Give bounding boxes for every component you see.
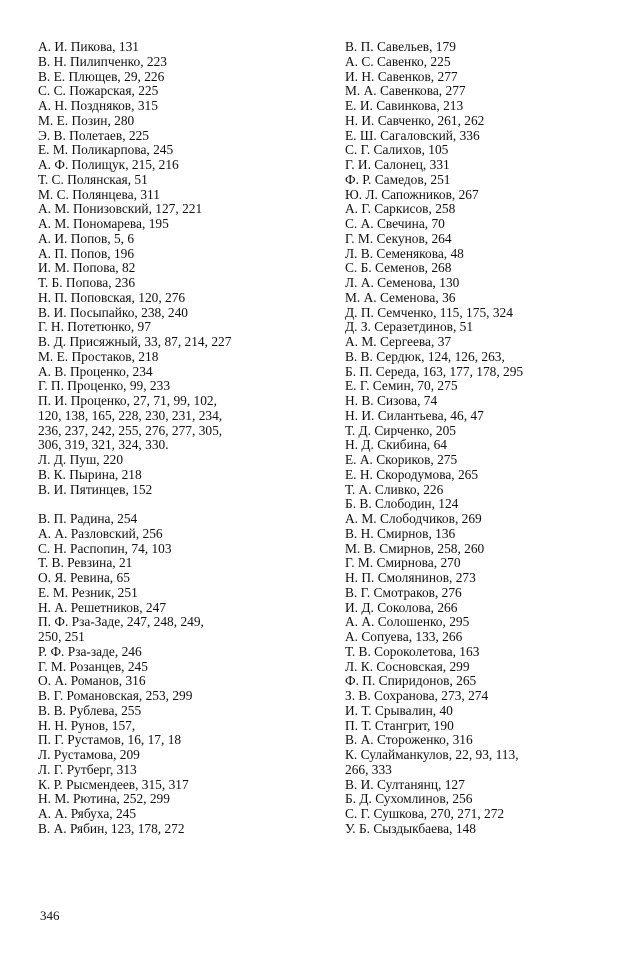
index-entry: Г. И. Салонец, 331 <box>345 157 450 172</box>
index-entry: Т. Б. Попова, 236 <box>38 275 136 290</box>
page-number: 346 <box>40 908 60 923</box>
index-entry: О. Я. Ревина, 65 <box>38 570 130 585</box>
index-entry: Г. М. Розанцев, 245 <box>38 658 148 674</box>
index-entry: В. И. Султанянц, 127 <box>345 776 465 792</box>
index-entry: В. Г. Смотраков, 276 <box>345 584 462 600</box>
index-entry: Е. Ш. Сагаловский, 336 <box>345 127 480 143</box>
index-entry: У. Б. Сыздыкбаева, 148 <box>345 820 476 836</box>
index-entry: Н. Д. Скибина, 64 <box>345 437 447 453</box>
index-entry: П. Ф. Рза-Заде, 247, 248, 249, <box>38 614 204 630</box>
index-entry: Л. Г. Рутберг, 313 <box>38 761 137 777</box>
index-entry: Г. М. Секунов, 264 <box>345 230 452 246</box>
index-entry: В. В. Сердюк, 124, 126, 263, <box>345 348 505 364</box>
index-entry: Д. З. Серазетдинов, 51 <box>345 319 474 335</box>
index-entry: Г. М. Смирнова, 270 <box>345 555 461 571</box>
index-entry: А. А. Разловский, 256 <box>38 525 163 541</box>
index-entry: Т. А. Сливко, 226 <box>345 481 444 497</box>
index-entry: Ю. Л. Сапожников, 267 <box>345 186 479 202</box>
index-entry: 250, 251 <box>38 629 85 644</box>
index-entry: Б. П. Середа, 163, 177, 178, 295 <box>345 363 524 379</box>
index-entry: А. Г. Саркисов, 258 <box>345 201 456 217</box>
index-entry: С. Г. Салихов, 105 <box>345 142 449 158</box>
index-entry: Н. И. Силантьева, 46, 47 <box>345 407 484 423</box>
index-entry: К. Р. Рысмендеев, 315, 317 <box>38 776 189 792</box>
index-entry: Ф. П. Спиридонов, 265 <box>345 673 477 689</box>
index-entry: Б. Д. Сухомлинов, 256 <box>345 791 473 807</box>
index-entry: Н. И. Савченко, 261, 262 <box>345 112 485 128</box>
index-entry: В. И. Пятинцев, 152 <box>38 481 153 497</box>
index-entry: Е. М. Резник, 251 <box>38 584 138 600</box>
index-entry: Т. В. Ревзина, 21 <box>38 555 133 571</box>
index-entry: Н. П. Смолянинов, 273 <box>345 570 476 585</box>
index-entry: М. Е. Позин, 280 <box>38 112 135 128</box>
index-entry: И. Д. Соколова, 266 <box>345 599 458 615</box>
index-entry: А. Н. Поздняков, 315 <box>38 98 158 113</box>
index-entry: З. В. Сохранова, 273, 274 <box>345 688 489 703</box>
index-entry: Т. Д. Сирченко, 205 <box>345 422 456 438</box>
index-entry: Г. Н. Потетюнко, 97 <box>38 319 151 335</box>
index-entry: Ф. Р. Самедов, 251 <box>345 171 451 187</box>
index-entry: С. Б. Семенов, 268 <box>345 260 452 276</box>
index-column-left <box>38 40 313 837</box>
index-entry: П. Т. Стангрит, 190 <box>345 717 454 733</box>
section-gap <box>38 497 313 512</box>
index-entry: А. С. Савенко, 225 <box>345 53 451 69</box>
index-entry: А. И. Пикова, 131 <box>38 39 139 54</box>
index-entry: 306, 319, 321, 324, 330. <box>38 437 169 453</box>
index-entry: В. Н. Смирнов, 136 <box>345 525 456 541</box>
index-entry: П. Г. Рустамов, 16, 17, 18 <box>38 732 182 748</box>
index-entry: Д. П. Семченко, 115, 175, 324 <box>345 304 513 320</box>
index-entry: В. П. Радина, 254 <box>38 511 138 526</box>
index-entry: Т. В. Сороколетова, 163 <box>345 643 480 659</box>
index-entry: А. М. Сергеева, 37 <box>345 334 452 349</box>
index-entry: В. Д. Присяжный, 33, 87, 214, 227 <box>38 334 232 349</box>
index-entry: П. И. Проценко, 27, 71, 99, 102, <box>38 393 217 408</box>
index-entry: К. Сулайманкулов, 22, 93, 113, <box>345 747 519 762</box>
index-entry: 266, 333 <box>345 761 392 777</box>
index-entry: А. Сопуева, 133, 266 <box>345 629 463 644</box>
index-entry: 236, 237, 242, 255, 276, 277, 305, <box>38 422 223 438</box>
index-entry: А. А. Рябуха, 245 <box>38 806 137 821</box>
index-entry: Г. П. Проценко, 99, 233 <box>38 378 171 394</box>
index-entry: М. А. Семенова, 36 <box>345 289 456 305</box>
index-entry: С. А. Свечина, 70 <box>345 216 445 231</box>
index-entry: Н. В. Сизова, 74 <box>345 393 438 408</box>
index-entry: А. В. Проценко, 234 <box>38 363 153 379</box>
index-entry: Л. К. Сосновская, 299 <box>345 658 470 674</box>
index-entry: В. А. Рябин, 123, 178, 272 <box>38 820 185 836</box>
index-entry: И. Т. Срывалин, 40 <box>345 702 453 718</box>
index-entry: А. Ф. Полищук, 215, 216 <box>38 157 179 172</box>
index-entry: Е. Г. Семин, 70, 275 <box>345 378 458 394</box>
index-entry: М. А. Савенкова, 277 <box>345 83 466 99</box>
index-entry: О. А. Романов, 316 <box>38 673 146 689</box>
index-entry: Н. А. Решетников, 247 <box>38 599 167 615</box>
index-entry: С. Г. Сушкова, 270, 271, 272 <box>345 806 505 821</box>
index-entry: А. М. Понизовский, 127, 221 <box>38 201 203 217</box>
index-entry: А. И. Попов, 5, 6 <box>38 230 135 246</box>
index-entry: И. М. Попова, 82 <box>38 260 136 276</box>
index-entry: В. Г. Романовская, 253, 299 <box>38 688 193 703</box>
index-column-right <box>345 40 625 837</box>
index-entry: А. А. Солошенко, 295 <box>345 614 470 630</box>
index-entry: Б. В. Слободин, 124 <box>345 496 459 512</box>
index-entry: Е. М. Поликарпова, 245 <box>38 142 174 158</box>
index-entry: И. Н. Савенков, 277 <box>345 68 458 84</box>
index-entry: В. П. Савельев, 179 <box>345 39 456 54</box>
index-entry: Т. С. Полянская, 51 <box>38 171 148 187</box>
index-entry: Е. И. Савинкова, 213 <box>345 98 464 113</box>
index-entry: Л. А. Семенова, 130 <box>345 275 460 290</box>
index-entry: В. Н. Пилипченко, 223 <box>38 53 167 69</box>
index-entry: А. П. Попов, 196 <box>38 245 135 261</box>
index-entry: А. М. Пономарева, 195 <box>38 216 169 231</box>
index-entry: В. Е. Плющев, 29, 226 <box>38 68 165 84</box>
index-entry: А. М. Слободчиков, 269 <box>345 511 482 526</box>
index-entry: М. Е. Простаков, 218 <box>38 348 159 364</box>
index-entry: Н. М. Рютина, 252, 299 <box>38 791 170 807</box>
index-entry: Э. В. Полетаев, 225 <box>38 127 149 143</box>
index-entry: Л. В. Семенякова, 48 <box>345 245 464 261</box>
index-entry: М. В. Смирнов, 258, 260 <box>345 540 485 556</box>
index-entry: Л. Рустамова, 209 <box>38 747 140 762</box>
index-entry: В. К. Пырина, 218 <box>38 466 142 482</box>
index-entry: С. С. Пожарская, 225 <box>38 83 159 99</box>
index-entry: Е. Н. Скородумова, 265 <box>345 466 479 482</box>
index-entry: В. А. Стороженко, 316 <box>345 732 473 748</box>
index-entry: Е. А. Скориков, 275 <box>345 452 458 467</box>
index-entry: Р. Ф. Рза-заде, 246 <box>38 643 142 659</box>
index-entry: 120, 138, 165, 228, 230, 231, 234, <box>38 407 223 423</box>
index-entry: В. В. Рублева, 255 <box>38 702 142 718</box>
index-entry: Л. Д. Пуш, 220 <box>38 452 124 467</box>
index-entry: Н. Н. Рунов, 157, <box>38 717 136 733</box>
index-entry: В. И. Посыпайко, 238, 240 <box>38 304 188 320</box>
index-entry: М. С. Полянцева, 311 <box>38 186 160 202</box>
index-entry: С. Н. Распопин, 74, 103 <box>38 540 172 556</box>
index-entry: Н. П. Поповская, 120, 276 <box>38 289 186 305</box>
